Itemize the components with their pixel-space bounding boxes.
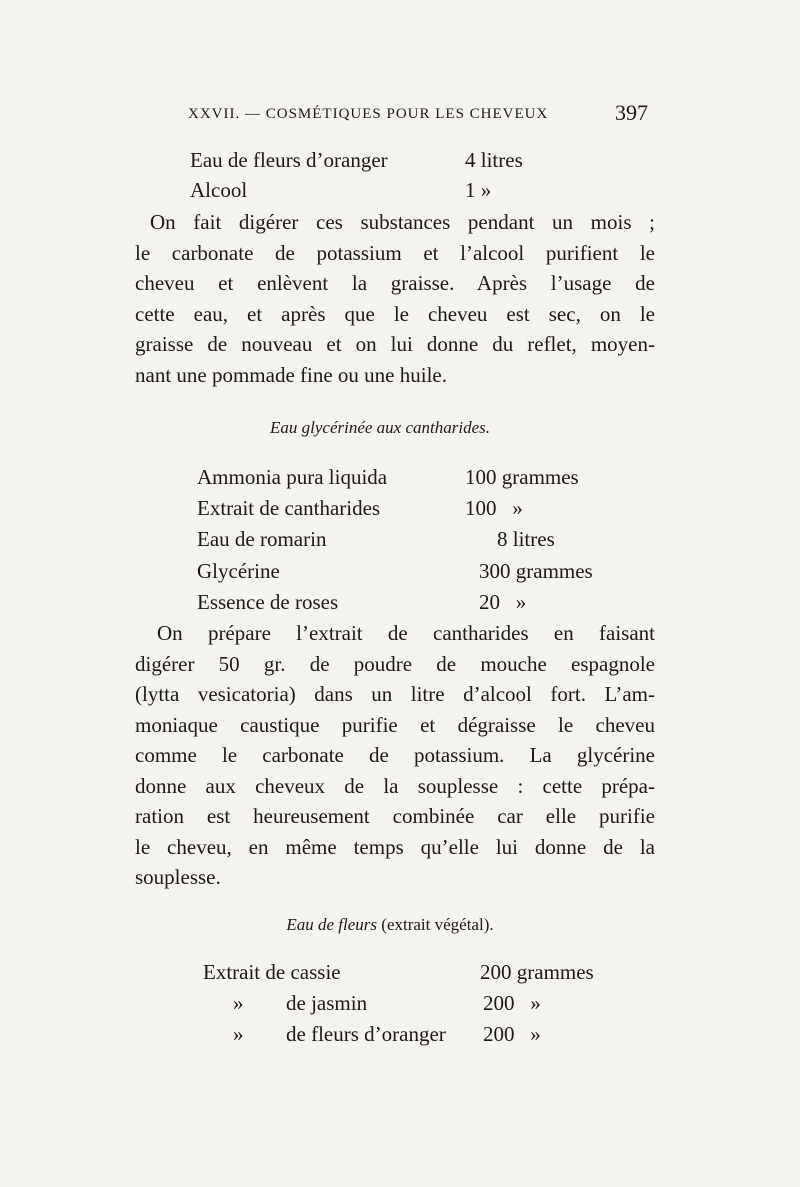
- paragraph-line: digérer 50 gr. de poudre de mouche espagnole: [135, 651, 655, 676]
- recipe-row: [190, 145, 590, 175]
- paragraph-line: graisse de nouveau et on lui donne du reflet, moyen-: [135, 332, 655, 356]
- recipe-row: [190, 175, 590, 205]
- section-title: Eau glycérinée aux cantharides.: [270, 418, 490, 437]
- ditto-mark: »: [233, 1022, 244, 1046]
- ingredient-name: de fleurs d’oranger: [286, 1022, 446, 1046]
- paragraph-line: moniaque caustique purifie et dégraisse le cheveu: [135, 712, 655, 737]
- section-title-italic: Eau de fleurs: [286, 915, 378, 934]
- ingredient-quantity: 1 »: [465, 178, 492, 202]
- ingredient-name: Eau de fleurs d’oranger: [190, 148, 388, 172]
- recipe-row: [197, 556, 617, 586]
- ingredient-quantity: 200 grammes: [480, 960, 594, 984]
- recipe-row: [203, 988, 623, 1018]
- recipe-row: [197, 462, 617, 492]
- ingredient-quantity: 200 »: [483, 1022, 541, 1046]
- ingredient-name: Ammonia pura liquida: [197, 465, 388, 489]
- ingredient-quantity: 20 »: [479, 590, 527, 614]
- section-title-normal: (extrait végétal).: [381, 915, 494, 934]
- recipe-row: [197, 493, 617, 523]
- ingredient-quantity: 100 grammes: [465, 465, 579, 489]
- recipe-row: [197, 524, 617, 554]
- paragraph: [135, 207, 655, 390]
- paragraph-line: ration est heureusement combinée car elle purifie: [135, 804, 655, 828]
- paragraph-line: le carbonate de potassium et l’alcool purifient le: [135, 240, 655, 265]
- ingredient-name: Extrait de cantharides: [197, 496, 381, 520]
- recipe-row: [197, 587, 617, 617]
- ingredient-quantity: 100 »: [465, 496, 523, 520]
- page-header: [188, 100, 648, 130]
- paragraph-line: On fait digérer ces substances pendant un mois ;: [150, 210, 655, 234]
- ingredient-name: Essence de roses: [197, 590, 339, 614]
- ingredient-name: Eau de romarin: [197, 527, 327, 551]
- paragraph-line: donne aux cheveux de la souplesse : cette prépa-: [135, 773, 655, 798]
- paragraph-line: comme le carbonate de potassium. La glycérine: [135, 743, 655, 767]
- ingredient-quantity: 4 litres: [465, 148, 523, 172]
- page-number: 397: [615, 100, 648, 125]
- ingredient-name: Alcool: [190, 178, 248, 202]
- paragraph-line: (lytta vesicatoria) dans un litre d’alcool fort. L’am-: [135, 682, 655, 706]
- paragraph-line: le cheveu, en même temps qu’elle lui donne de la: [135, 834, 655, 859]
- ingredient-quantity: 8 litres: [497, 527, 555, 551]
- section-title: [0, 915, 790, 935]
- paragraph-line: cette eau, et après que le cheveu est sec, on le: [135, 301, 655, 326]
- paragraph-line: souplesse.: [135, 865, 221, 889]
- ditto-mark: »: [233, 991, 244, 1015]
- ingredient-quantity: 300 grammes: [479, 559, 593, 583]
- ingredient-name: de jasmin: [286, 991, 368, 1015]
- recipe-row: [203, 1019, 623, 1049]
- recipe-row: [203, 957, 623, 987]
- paragraph-line: cheveu et enlèvent la graisse. Après l’usage de: [135, 271, 655, 295]
- ingredient-quantity: 200 »: [483, 991, 541, 1015]
- ingredient-name: Glycérine: [197, 559, 280, 583]
- running-title: XXVII. — COSMÉTIQUES POUR LES CHEVEUX: [188, 106, 549, 122]
- ingredient-name: Extrait de cassie: [203, 960, 341, 984]
- paragraph: [135, 618, 655, 893]
- paragraph-line: nant une pommade fine ou une huile.: [135, 362, 447, 387]
- paragraph-line: On prépare l’extrait de cantharides en faisant: [157, 621, 655, 645]
